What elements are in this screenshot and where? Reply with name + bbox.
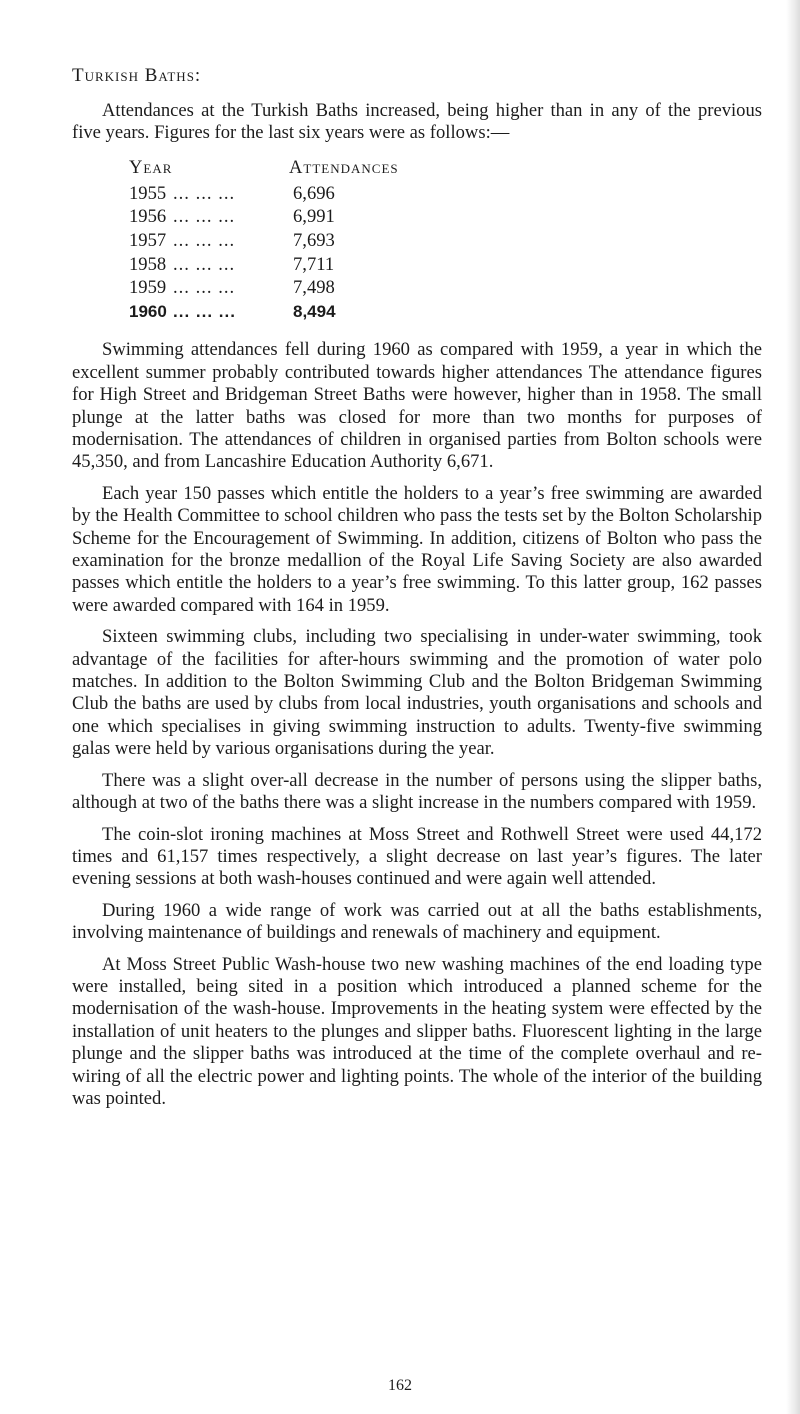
page-number: 162 [388,1377,412,1394]
table-row-highlight [129,300,762,324]
row-value: 8,494 [293,301,336,321]
row-value: 7,693 [293,230,335,251]
leader-dots: ... ... ... [173,277,236,299]
table-row [129,229,762,253]
leader-dots: ... ... ... [173,182,236,204]
attendance-table [129,157,762,324]
table-row [129,253,762,277]
table-row [129,276,762,300]
row-year: 1956 [129,206,167,228]
body-paragraph: At Moss Street Public Wash-house two new washing machines of the end loading type were installed, being sited in a position which introduced a planned scheme for the modernisation of the wash-house. Improvements in the heating system were effected by the installation of unit heaters to the plunges and slipper baths. Fluorescent lighting in the large plunge and the slipper baths was introduced at the time of the complete overhaul and re-wiring of all the electric power and lighting points. The whole of the interior of the building was pointed. [72,953,762,1109]
body-paragraph: Each year 150 passes which entitle the holders to a year’s free swimming are awarded by the Health Committee to school children who pass the tests set by the Bolton Scholarship Scheme for the Encouragement of Swimming. In addition, citizens of Bolton who pass the examination for the bronze medallion of the Royal Life Saving Society are also awarded passes which entitle the holders to a year’s free swimming. To this latter group, 162 passes were awarded compared with 164 in 1959. [72,482,762,616]
row-year: 1958 [129,253,167,275]
row-year: 1957 [129,230,167,251]
row-value: 6,991 [293,206,335,228]
column-header-attendances: Attendances [289,156,399,178]
page-body [72,64,762,1119]
row-value: 7,711 [293,253,335,275]
row-year: 1960 [129,301,167,321]
leader-dots: ... ... ... [173,206,236,228]
body-paragraph: During 1960 a wide range of work was carried out at all the baths establishments, involving maintenance of buildings and renewals of machinery and equipment. [72,899,762,944]
intro-paragraph: Attendances at the Turkish Baths increased, being higher than in any of the previous five years. Figures for the last six years were as follows:— [72,100,762,144]
body-paragraph: Swimming attendances fell during 1960 as compared with 1959, a year in which the excellent summer probably contributed towards higher attendances The attendance figures for High Street and Bridgeman Street Baths were however, higher than in 1958. The small plunge at the latter baths was closed for more than two months for purposes of modernisation. The attendances of children in organised parties from Bolton schools were 45,350, and from Lancashire Education Authority 6,671. [72,339,762,473]
table-row [129,205,762,229]
row-value: 7,498 [293,277,335,299]
leader-dots: ... ... ... [173,230,236,251]
body-paragraph: Sixteen swimming clubs, including two specialising in under-water swimming, took advantage of the facilities for after-hours swimming and the promotion of water polo matches. In addition to the Bolton Swimming Club and the Bolton Bridgeman Swimming Club the baths are used by clubs from local industries, youth organisations and schools and one which specialises in giving swimming instruction to adults. Twenty-five swimming galas were held by various organisations during the year. [72,626,762,760]
column-header-year: Year [129,156,173,178]
table-header [129,157,762,179]
body-paragraph: The coin-slot ironing machines at Moss Street and Rothwell Street were used 44,172 times and 61,157 times respectively, a slight decrease on last year’s figures. The later evening sessions at both wash-houses continued and were again well attended. [72,823,762,890]
body-paragraph: There was a slight over-all decrease in the number of persons using the slipper baths, although at two of the baths there was a slight increase in the numbers compared with 1959. [72,769,762,814]
row-year: 1955 [129,182,167,204]
section-heading: Turkish Baths: [72,65,202,86]
leader-dots: ... ... ... [173,301,236,321]
leader-dots: ... ... ... [173,253,236,275]
row-value: 6,696 [293,182,335,204]
page-edge-shadow [786,0,800,1414]
row-year: 1959 [129,277,167,299]
table-row [129,182,762,206]
